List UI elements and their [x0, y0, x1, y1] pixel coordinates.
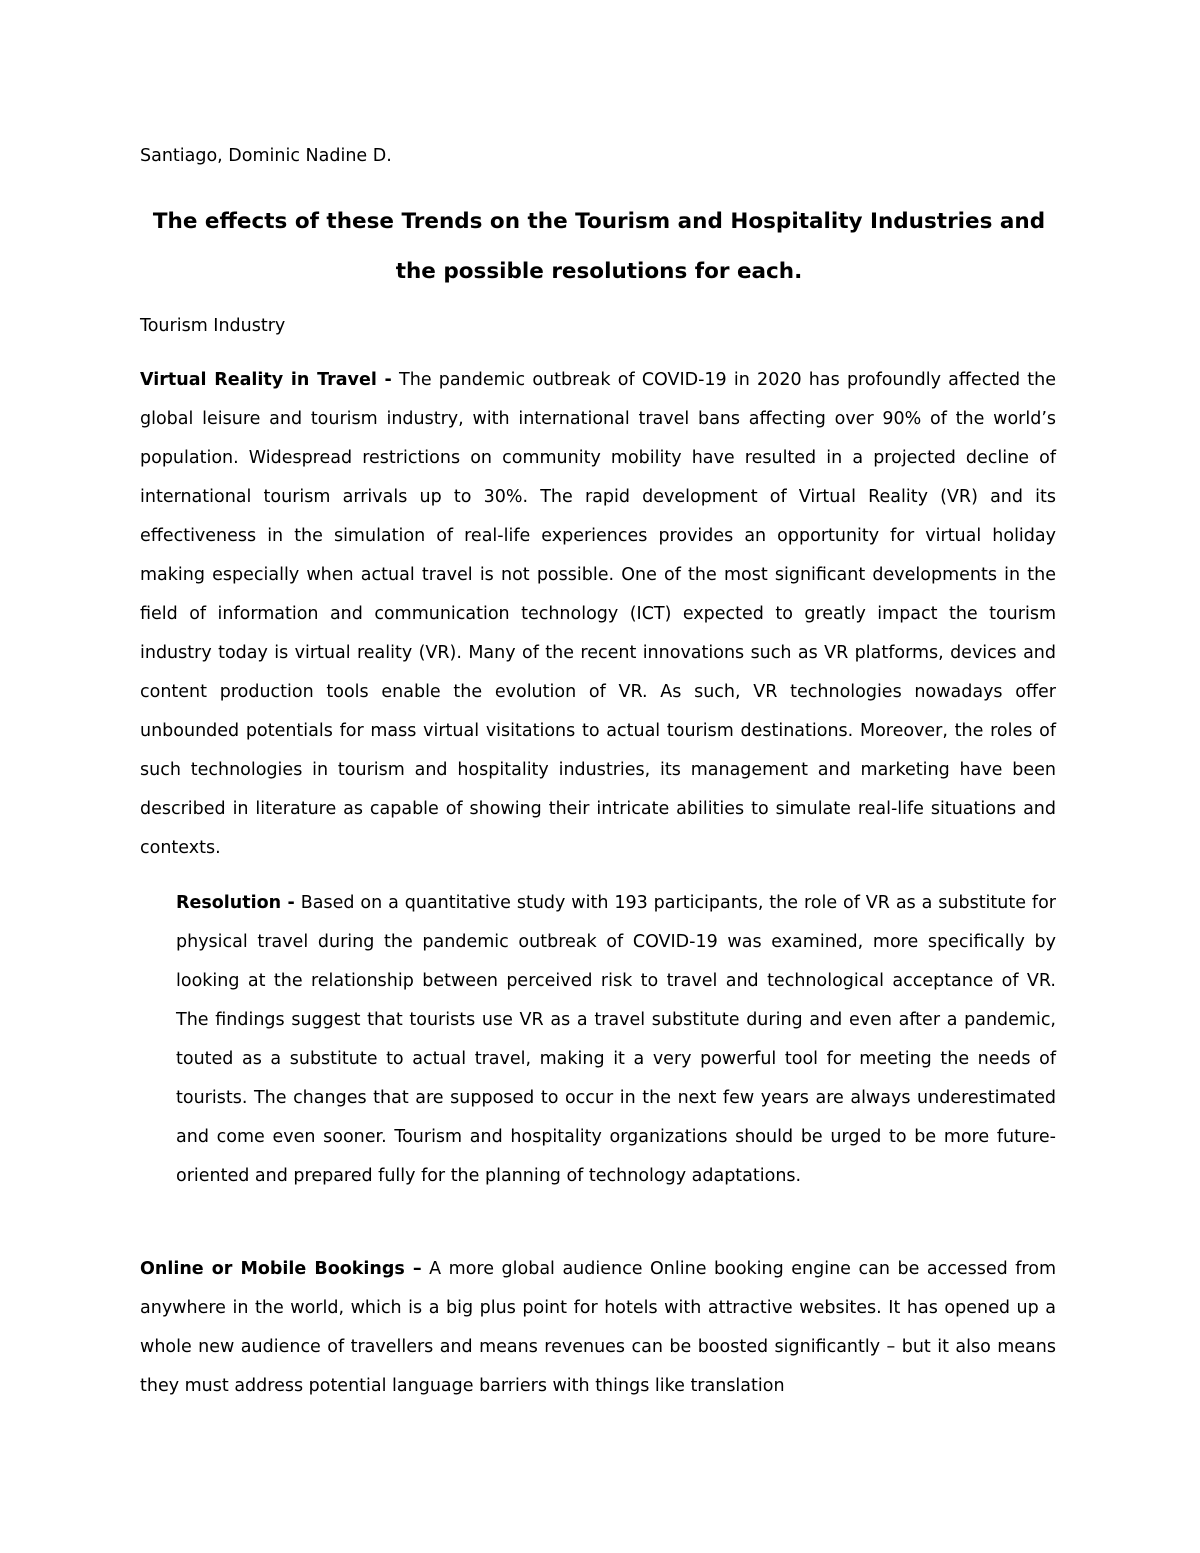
paragraph-resolution [176, 884, 1056, 1196]
paragraph-lead: Online or Mobile Bookings – [140, 1259, 422, 1279]
paragraph-online-bookings [140, 1250, 1056, 1406]
paragraph-lead: Resolution - [176, 893, 295, 913]
paragraph-lead: Virtual Reality in Travel - [140, 370, 392, 390]
paragraph-virtual-reality [140, 361, 1056, 868]
paragraph-text: Based on a quantitative study with 193 participants, the role of VR as a substitute for physical travel during the pandemic outbreak of COVID-19 was examined, more specifically by looking at the relationship between perceived risk to travel and technological acceptance of VR. The findings suggest that tourists use VR as a travel substitute during and even after a pandemic, touted as a substitute to actual travel, making it a very powerful tool for meeting the needs of tourists. The changes that are supposed to occur in the next few years are always underestimated and come even sooner. Tourism and hospitality organizations should be urged to be more future-oriented and prepared fully for the planning of technology adaptations. [176, 893, 1056, 1186]
section-heading: Tourism Industry [140, 316, 286, 336]
document-title: The effects of these Trends on the Tourism and Hospitality Industries and the possible resolutions for each. [152, 209, 1046, 284]
paragraph-text: A more global audience Online booking engine can be accessed from anywhere in the world, which is a big plus point for hotels with attractive websites. It has opened up a whole new audience of travellers and means revenues can be boosted significantly – but it also means they must address potential language barriers with things like translation [140, 1259, 1056, 1396]
paragraph-text: The pandemic outbreak of COVID-19 in 2020 has profoundly affected the global leisure and tourism industry, with international travel bans affecting over 90% of the world’s population. Widespread restrictions on community mobility have resulted in a projected decline of international tourism arrivals up to 30%. The rapid development of Virtual Reality (VR) and its effectiveness in the simulation of real-life experiences provides an opportunity for virtual holiday making especially when actual travel is not possible. One of the most significant developments in the field of information and communication technology (ICT) expected to greatly impact the tourism industry today is virtual reality (VR). Many of the recent innovations such as VR platforms, devices and content production tools enable the evolution of VR. As such, VR technologies nowadays offer unbounded potentials for mass virtual visitations to actual tourism destinations. Moreover, the roles of such technologies in tourism and hospitality industries, its management and marketing have been described in literature as capable of showing their intricate abilities to simulate real-life situations and contexts. [140, 370, 1056, 858]
author-name: Santiago, Dominic Nadine D. [140, 146, 392, 166]
